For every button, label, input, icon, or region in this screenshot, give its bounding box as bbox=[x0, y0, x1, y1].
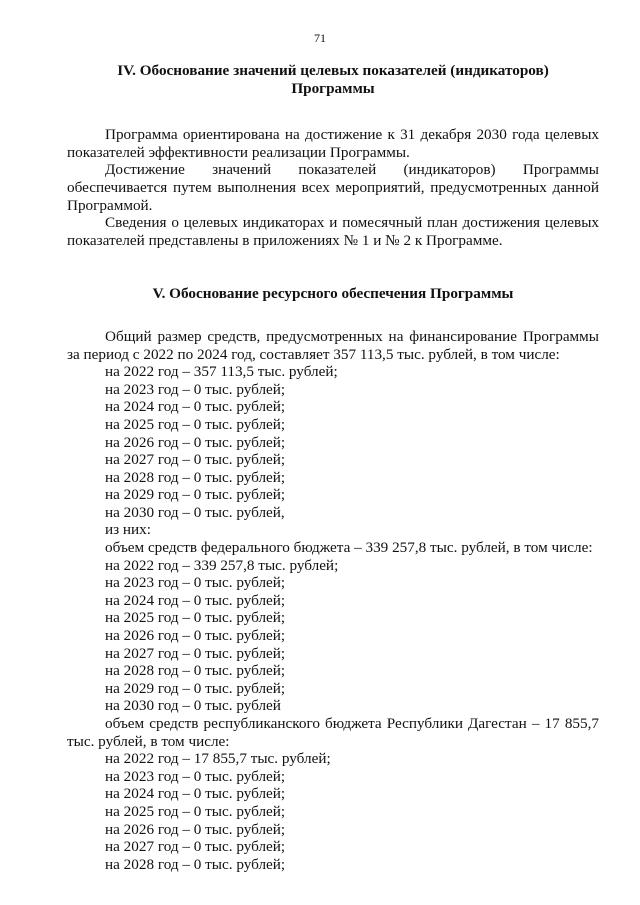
funding-year-line: на 2026 год – 0 тыс. рублей; bbox=[105, 820, 286, 838]
funding-year-line: на 2025 год – 0 тыс. рублей; bbox=[105, 415, 286, 433]
funding-year-line: на 2022 год – 17 855,7 тыс. рублей; bbox=[105, 750, 331, 768]
funding-year-line: на 2027 год – 0 тыс. рублей; bbox=[105, 838, 286, 856]
funding-year-line: на 2026 год – 0 тыс. рублей; bbox=[105, 433, 286, 451]
funding-year-line: на 2029 год – 0 тыс. рублей; bbox=[105, 679, 286, 697]
funding-year-line: на 2025 год – 0 тыс. рублей; bbox=[105, 609, 286, 627]
section-5-heading: V. Обоснование ресурсного обеспечения Программы bbox=[152, 285, 514, 303]
paragraph: Достижение значений показателей (индикаторов) Программы обеспечивается путем выполнения всех мероприятий, предусмотренных данной Программой. bbox=[67, 161, 599, 214]
funding-year-line: на 2030 год – 0 тыс. рублей bbox=[105, 697, 281, 715]
funding-year-line: на 2023 год – 0 тыс. рублей; bbox=[105, 380, 286, 398]
federal-budget-intro: объем средств федерального бюджета – 339 257,8 тыс. рублей, в том числе: bbox=[105, 539, 593, 557]
funding-year-line: на 2028 год – 0 тыс. рублей; bbox=[105, 468, 286, 486]
funding-year-line: на 2022 год – 339 257,8 тыс. рублей; bbox=[105, 556, 339, 574]
page-number: 71 bbox=[314, 31, 326, 45]
page-content bbox=[67, 62, 599, 873]
funding-year-line: на 2028 год – 0 тыс. рублей; bbox=[105, 662, 286, 680]
of-which-label: из них: bbox=[105, 521, 151, 539]
paragraph: Программа ориентирована на достижение к 31 декабря 2030 года целевых показателей эффективности реализации Программы. bbox=[67, 126, 599, 161]
funding-year-line: на 2023 год – 0 тыс. рублей; bbox=[105, 574, 286, 592]
funding-year-line: на 2024 год – 0 тыс. рублей; bbox=[105, 591, 286, 609]
section-4-heading-line2: Программы bbox=[291, 79, 375, 97]
funding-year-line: на 2024 год – 0 тыс. рублей; bbox=[105, 398, 286, 416]
funding-year-line: на 2027 год – 0 тыс. рублей; bbox=[105, 644, 286, 662]
funding-year-line: на 2028 год – 0 тыс. рублей; bbox=[105, 855, 286, 873]
funding-intro-paragraph: Общий размер средств, предусмотренных на финансирование Программы за период с 2022 по 2024 год, составляет 357 113,5 тыс. рублей, в том числе: bbox=[67, 327, 599, 363]
funding-year-line: на 2025 год – 0 тыс. рублей; bbox=[105, 802, 286, 820]
section-4-body bbox=[67, 126, 599, 249]
funding-year-line: на 2027 год – 0 тыс. рублей; bbox=[105, 451, 286, 469]
republic-funding-list bbox=[67, 750, 599, 873]
funding-year-line: на 2022 год – 357 113,5 тыс. рублей; bbox=[105, 363, 338, 381]
funding-year-line: на 2026 год – 0 тыс. рублей; bbox=[105, 627, 286, 645]
section-4-heading bbox=[67, 62, 599, 97]
funding-year-line: на 2024 год – 0 тыс. рублей; bbox=[105, 785, 286, 803]
republic-budget-intro: объем средств республиканского бюджета Республики Дагестан – 17 855,7 тыс. рублей, в том числе: bbox=[67, 715, 599, 750]
funding-year-line: на 2023 год – 0 тыс. рублей; bbox=[105, 767, 286, 785]
section-4-heading-line1: IV. Обоснование значений целевых показателей (индикаторов) bbox=[117, 62, 549, 79]
section-5-body bbox=[67, 328, 599, 873]
funding-year-line: на 2029 год – 0 тыс. рублей; bbox=[105, 486, 286, 504]
total-funding-list bbox=[67, 363, 599, 521]
paragraph: Сведения о целевых индикаторах и помесячный план достижения целевых показателей представлены в приложениях № 1 и № 2 к Программе. bbox=[67, 214, 599, 249]
funding-year-line: на 2030 год – 0 тыс. рублей, bbox=[105, 503, 285, 521]
federal-funding-list bbox=[67, 557, 599, 715]
